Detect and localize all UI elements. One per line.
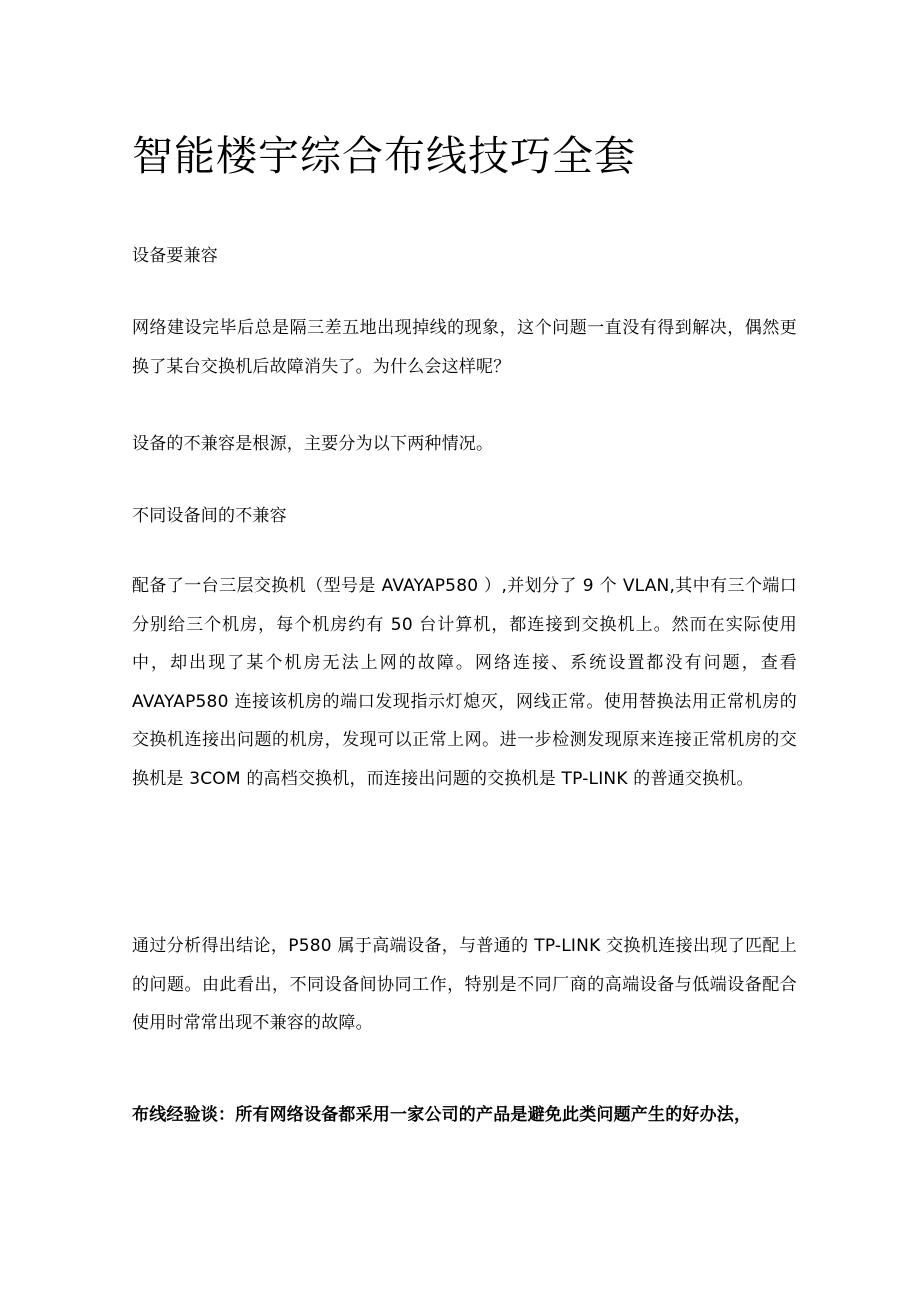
- section-heading-device-compatibility: 设备要兼容: [132, 246, 218, 266]
- paragraph-case-study: 配备了一台三层交换机（型号是 AVAYAP580 ）,并划分了 9 个 VLAN,其中有三个端口分别给三个机房，每个机房约有 50 台计算机，都连接到交换机上。然而在实际使用中，却出现了某个机房无法上网的故障。网络连接、系统设置都没有问题，查看 AVAYAP580 连接该机房的端口发现指示灯熄灭，网线正常。使用替换法用正常机房的交换机连接出问题的机房，发现可以正常上网。进一步检测发现原来连接正常机房的交换机是 3COM 的高档交换机，而连接出问题的交换机是 TP-LINK 的普通交换机。: [132, 576, 797, 789]
- subheading-incompatibility-between-devices: 不同设备间的不兼容: [132, 506, 287, 526]
- document-title: 智能楼宇综合布线技巧全套: [132, 132, 636, 180]
- paragraph-wiring-experience: 布线经验谈：所有网络设备都采用一家公司的产品是避免此类问题产生的好办法，: [132, 1105, 752, 1125]
- paragraph-conclusion: 通过分析得出结论，P580 属于高端设备，与普通的 TP-LINK 交换机连接出现了匹配上的问题。由此看出，不同设备间协同工作，特别是不同厂商的高端设备与低端设备配合使用时常常出现不兼容的故障。: [132, 936, 797, 1034]
- paragraph-root-cause: 设备的不兼容是根源，主要分为以下两种情况。: [132, 434, 494, 454]
- paragraph-disconnect-problem: 网络建设完毕后总是隔三差五地出现掉线的现象，这个问题一直没有得到解决，偶然更换了某台交换机后故障消失了。为什么会这样呢？: [132, 318, 797, 377]
